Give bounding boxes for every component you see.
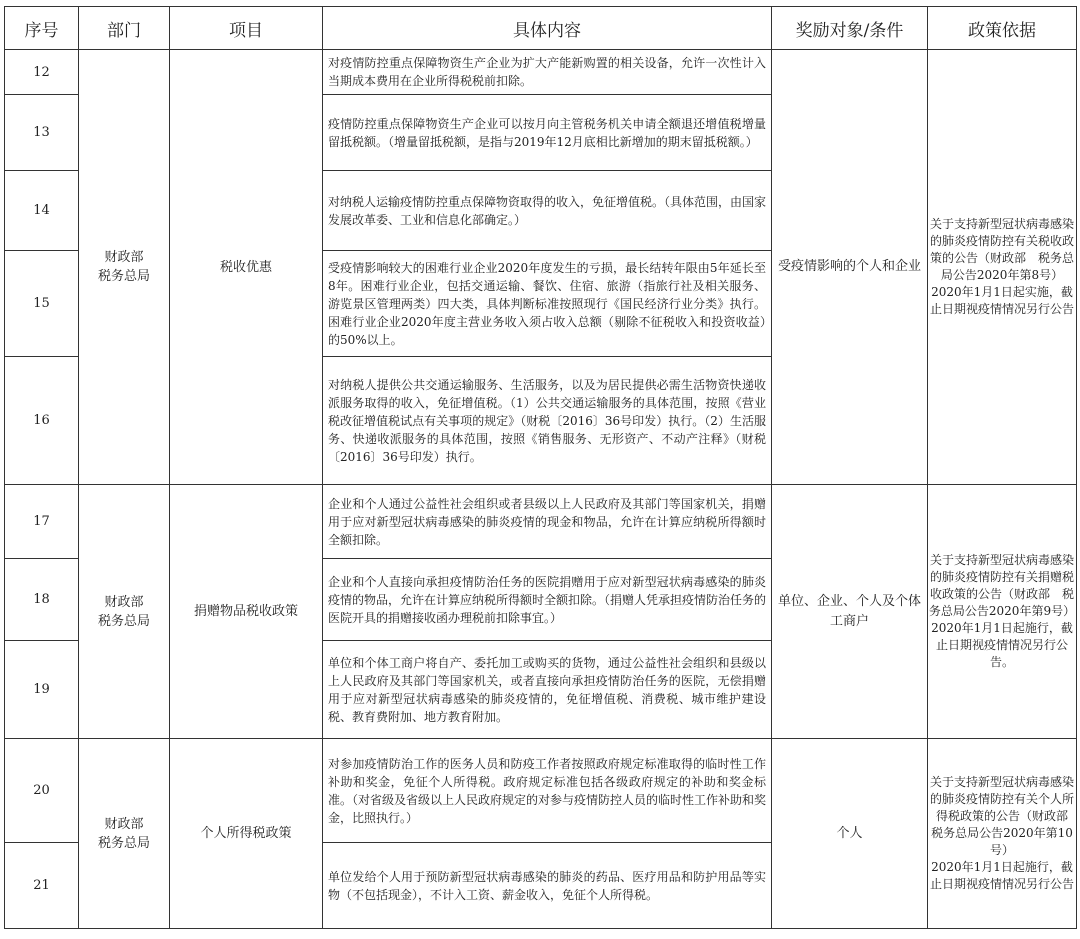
table-row	[5, 739, 1077, 843]
department-text: 财政部 税务总局	[97, 250, 150, 284]
header-no: 序号	[5, 7, 79, 50]
content-text: 对参加疫情防治工作的医务人员和防疫工作者按照政府规定标准取得的临时性工作补助和奖金，免征个人所得税。政府规定标准包括各级政府规定的补助和奖金标准。（对省级及省级以上人民政府规定的对参与疫情防控人员的临时性工作补助和奖金，比照执行。）	[328, 756, 767, 825]
table-row	[5, 485, 1077, 559]
content-cell	[323, 843, 772, 929]
header-policy: 政策依据	[928, 7, 1077, 50]
target-cell: 个人	[772, 739, 928, 929]
content-text: 单位和个体工商户将自产、委托加工或购买的货物，通过公益性社会组织和县级以上人民政府及其部门等国家机关，或者直接向承担疫情防治任务的医院，无偿捐赠用于应对新型冠状病毒感染的肺炎疫情的，免征增值税、消费税、城市维护建设税、教育费附加、地方教育附加。	[328, 655, 766, 724]
project-cell: 税收优惠	[170, 50, 323, 485]
content-cell	[323, 739, 772, 843]
policy-table	[4, 6, 1077, 929]
row-number: 13	[5, 95, 79, 171]
row-number: 18	[5, 559, 79, 641]
header-dept: 部门	[79, 7, 170, 50]
row-number: 17	[5, 485, 79, 559]
content-text: 对纳税人提供公共交通运输服务、生活服务，以及为居民提供必需生活物资快递收派服务取得的收入，免征增值税。（1）公共交通运输服务的具体范围，按照《营业税改征增值税试点有关事项的规定》（财税〔2016〕36号印发）执行。（2）生活服务、快递收派服务的具体范围，按照《销售服务、无形资产、不动产注释》（财税〔2016〕36号印发）执行。	[328, 377, 766, 464]
policy-basis-text: 关于支持新型冠状病毒感染的肺炎疫情防控有关捐赠税收政策的公告（财政部 税务总局公告2020年第9号） 2020年1月1日起施行，截止日期视疫情情况另行公告。	[928, 553, 1076, 669]
header-content: 具体内容	[323, 7, 772, 50]
content-text: 企业和个人直接向承担疫情防治任务的医院捐赠用于应对新型冠状病毒感染的肺炎疫情的物品，允许在计算应纳税所得额时全额扣除。（捐赠人凭承担疫情防治任务的医院开具的捐赠接收函办理税前扣除事宜。）	[328, 574, 767, 625]
content-cell	[323, 251, 772, 357]
content-text: 对纳税人运输疫情防控重点保障物资取得的收入，免征增值税。（具体范围，由国家发展改革委、工业和信息化部确定。）	[328, 194, 767, 227]
content-cell	[323, 641, 772, 739]
content-cell	[323, 171, 772, 251]
department-cell	[79, 50, 170, 485]
row-number: 14	[5, 171, 79, 251]
table-row	[5, 50, 1077, 95]
department-text: 财政部 税务总局	[97, 594, 150, 629]
department-text: 财政部 税务总局	[97, 816, 150, 851]
content-cell	[323, 357, 772, 485]
policy-basis-cell	[928, 485, 1077, 739]
target-cell: 受疫情影响的个人和企业	[772, 50, 928, 485]
content-cell	[323, 559, 772, 641]
policy-basis-text: 关于支持新型冠状病毒感染的肺炎疫情防控有关税收政策的公告（财政部 税务总局公告2020年第8号） 2020年1月1日起实施，截止日期视疫情情况另行公告	[929, 217, 1074, 316]
target-cell: 单位、企业、个人及个体工商户	[772, 485, 928, 739]
project-cell: 捐赠物品税收政策	[170, 485, 323, 739]
content-cell	[323, 485, 772, 559]
department-cell	[79, 739, 170, 929]
department-cell	[79, 485, 170, 739]
content-text: 对疫情防控重点保障物资生产企业为扩大产能新购置的相关设备，允许一次性计入当期成本费用在企业所得税税前扣除。	[328, 56, 766, 88]
header-item: 项目	[170, 7, 323, 50]
row-number: 20	[5, 739, 79, 843]
content-text: 企业和个人通过公益性社会组织或者县级以上人民政府及其部门等国家机关，捐赠用于应对新型冠状病毒感染的肺炎疫情的现金和物品，允许在计算应纳税所得额时全额扣除。	[328, 496, 766, 547]
row-number: 21	[5, 843, 79, 929]
row-number: 19	[5, 641, 79, 739]
header-row	[5, 7, 1077, 50]
row-number: 15	[5, 251, 79, 357]
policy-basis-text: 关于支持新型冠状病毒感染的肺炎疫情防控有关个人所得税政策的公告（财政部 税务总局公告2020年第10号） 2020年1月1日起施行，截止日期视疫情情况另行公告	[929, 775, 1074, 891]
content-text: 单位发给个人用于预防新型冠状病毒感染的肺炎的药品、医疗用品和防护用品等实物（不包括现金），不计入工资、薪金收入，免征个人所得税。	[328, 869, 766, 902]
policy-basis-cell	[928, 739, 1077, 929]
row-number: 16	[5, 357, 79, 485]
header-target: 奖励对象/条件	[772, 7, 928, 50]
content-cell	[323, 95, 772, 171]
content-text: 受疫情影响较大的困难行业企业2020年度发生的亏损，最长结转年限由5年延长至8年。困难行业企业，包括交通运输、餐饮、住宿、旅游（指旅行社及相关服务、游览景区管理两类）四大类，具体判断标准按照现行《国民经济行业分类》执行。困难行业企业2020年度主营业务收入须占收入总额（剔除不征税收入和投资收益）的50%以上。	[328, 260, 766, 347]
project-cell: 个人所得税政策	[170, 739, 323, 929]
content-cell	[323, 50, 772, 95]
content-text: 疫情防控重点保障物资生产企业可以按月向主管税务机关申请全额退还增值税增量留抵税额。（增量留抵税额，是指与2019年12月底相比新增加的期末留抵税额。）	[328, 116, 766, 149]
policy-basis-cell	[928, 50, 1077, 485]
row-number: 12	[5, 50, 79, 95]
